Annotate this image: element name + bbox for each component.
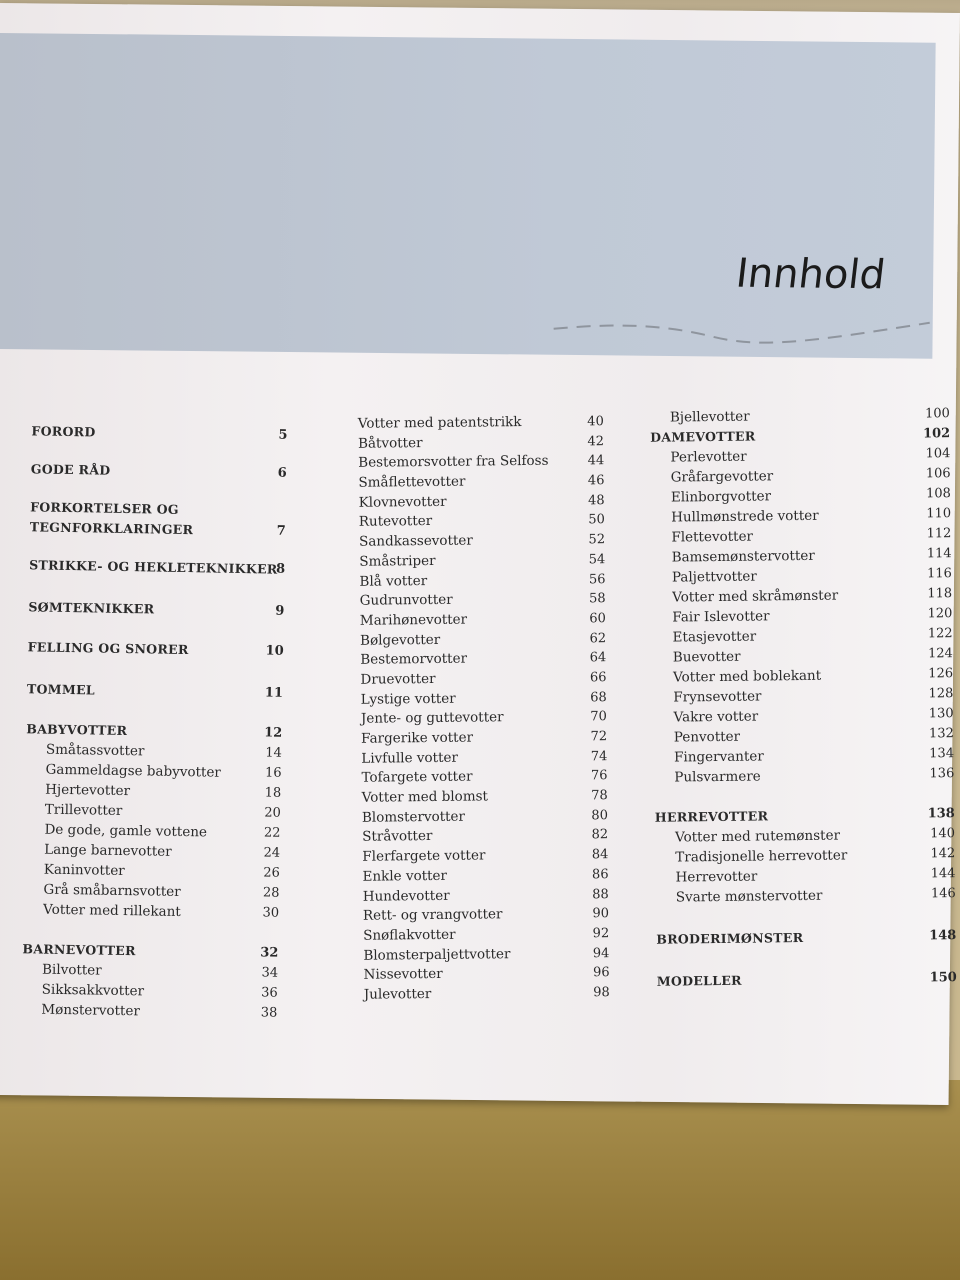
toc-page-number: 36 <box>261 985 278 1001</box>
toc-entry-title: Trillevotter <box>44 801 123 819</box>
toc-section-row <box>28 637 284 661</box>
toc-page-number: 76 <box>590 768 608 784</box>
toc-entry-row <box>360 648 606 670</box>
toc-page-number: 52 <box>588 532 606 548</box>
toc-page-number: 10 <box>265 643 284 659</box>
toc-page-number: 74 <box>590 748 608 765</box>
toc-page-number: 54 <box>588 551 606 568</box>
toc-entry-title: Nissevotter <box>363 966 443 983</box>
toc-entry-title: Tofargete votter <box>361 768 473 787</box>
toc-entry-title: Rutevotter <box>358 513 433 531</box>
toc-page-number: 112 <box>926 526 952 542</box>
toc-page-number: 128 <box>928 686 954 702</box>
toc-entry-title: Blå votter <box>359 572 428 590</box>
toc-entry-title: Småflettevotter <box>358 473 466 491</box>
toc-entry-title: Enkle votter <box>362 867 448 885</box>
toc-page-number: 98 <box>593 985 610 1001</box>
toc-entry-row <box>363 944 609 966</box>
toc-entry-title: Bjellevotter <box>669 408 750 426</box>
toc-entry-row <box>362 826 608 848</box>
toc-page-number: 82 <box>591 827 609 843</box>
toc-page-number: 5 <box>278 427 288 443</box>
toc-entry-row <box>363 924 609 946</box>
toc-entry-title: Kaninvotter <box>43 861 125 880</box>
toc-entry-row <box>362 806 608 828</box>
header-banner <box>0 33 936 359</box>
toc-page-number: 38 <box>260 1005 278 1021</box>
toc-page-number: 108 <box>925 486 951 502</box>
toc-page-number: 8 <box>275 561 286 577</box>
toc-section-row <box>27 679 283 703</box>
toc-page-number: 150 <box>929 970 957 986</box>
toc-entry-title: Båtvotter <box>357 434 423 452</box>
toc-entry-row <box>361 707 607 729</box>
toc-page-number: 62 <box>589 630 607 646</box>
toc-entry-title: Fargerike votter <box>361 729 474 747</box>
toc-page-number: 140 <box>930 826 956 842</box>
toc-entry-title: Druevotter <box>360 670 436 688</box>
toc-entry-title: Livfulle votter <box>361 749 458 767</box>
toc-page-number: 14 <box>265 745 283 761</box>
toc-page-number: 60 <box>589 611 606 627</box>
toc-entry-title: Bamsemønstervotter <box>671 547 815 566</box>
toc-page-number: 7 <box>276 523 286 539</box>
toc-entry-row <box>359 511 605 533</box>
dashed-stitch-line <box>551 309 931 353</box>
toc-page-number: 122 <box>927 626 953 642</box>
toc-page-number: 134 <box>929 746 955 762</box>
toc-entry-title: Votter med blomst <box>361 788 489 806</box>
toc-entry-row <box>361 767 607 789</box>
toc-page-number: 94 <box>592 945 610 961</box>
toc-entry-title: Votter med skråmønster <box>672 587 839 606</box>
toc-page-number: 42 <box>587 433 605 450</box>
toc-entry-title: Bestemorvotter <box>360 650 468 668</box>
toc-entry-title: BARNEVOTTER <box>22 941 136 959</box>
toc-page-number: 68 <box>590 689 607 705</box>
toc-page-number: 142 <box>930 846 956 862</box>
toc-entry-title: Sandkassevotter <box>358 532 473 550</box>
toc-entry-title: Bølgevotter <box>360 631 441 649</box>
toc-entry-row <box>358 432 604 454</box>
toc-page-number: 44 <box>587 453 605 469</box>
toc-entry-title: Votter med boblekant <box>673 667 822 686</box>
toc-entry-row <box>359 550 605 572</box>
toc-entry-row <box>361 688 607 710</box>
toc-page-number: 16 <box>264 765 282 781</box>
toc-page-number: 90 <box>592 906 610 922</box>
toc-page-number: 32 <box>260 945 279 961</box>
toc-entry-title: Lange barnevotter <box>44 841 172 860</box>
toc-page-number: 22 <box>263 825 281 841</box>
toc-entry-title: Bilvotter <box>41 961 102 979</box>
toc-entry-title: Blomsterpaljettvotter <box>363 945 511 964</box>
toc-entry-title: Svarte mønstervotter <box>675 887 823 906</box>
toc-entry-title: Gudrunvotter <box>359 591 453 609</box>
toc-entry-title: BABYVOTTER <box>26 721 128 739</box>
toc-entry-title: Hjertevotter <box>45 781 131 800</box>
toc-section-row <box>656 926 956 950</box>
toc-entry-title: Fingervanter <box>673 748 764 766</box>
toc-entry-title: DAMEVOTTER <box>650 428 756 445</box>
toc-entry-row <box>359 491 605 513</box>
toc-entry-title: Pulsvarmere <box>674 768 761 786</box>
toc-page-number: 50 <box>588 512 605 528</box>
toc-section-row <box>31 421 287 445</box>
toc-entry-row <box>358 471 604 493</box>
toc-entry-row <box>359 530 605 552</box>
toc-page-number: 96 <box>592 965 610 981</box>
toc-entry-row <box>654 764 954 788</box>
toc-section-row <box>657 968 957 992</box>
toc-entry-title: Tradisjonelle herrevotter <box>675 847 848 866</box>
toc-entry-title: Gråfargevotter <box>670 468 774 486</box>
toc-entry-row <box>363 904 609 926</box>
toc-entry-title: Fair Islevotter <box>672 608 770 626</box>
toc-entry-title: Elinborgvotter <box>670 488 772 506</box>
toc-entry-title: Julevotter <box>363 985 432 1003</box>
toc-page-number: 102 <box>922 426 951 442</box>
toc-page-number: 58 <box>589 591 606 607</box>
toc-entry-title: Flettevotter <box>671 528 754 546</box>
toc-page-number: 120 <box>927 606 953 622</box>
toc-page-number: 56 <box>588 571 606 587</box>
toc-page-number: 20 <box>264 805 281 821</box>
toc-entry-row <box>362 845 608 867</box>
toc-entry-title: Klovnevotter <box>358 493 447 511</box>
toc-entry-title: FORKORTELSER OG <box>30 499 179 517</box>
toc-page-number: 118 <box>927 586 953 602</box>
toc-section-row <box>30 517 286 541</box>
toc-entry-row <box>361 727 607 749</box>
toc-page-number: 114 <box>926 546 952 562</box>
toc-entry-row <box>360 629 606 651</box>
page-title: Innhold <box>733 250 888 299</box>
toc-page-number: 132 <box>928 726 954 742</box>
toc-entry-title: MODELLER <box>656 972 742 989</box>
toc-page-number: 26 <box>263 865 280 881</box>
toc-entry-row <box>362 865 608 887</box>
book-page <box>0 3 960 1105</box>
toc-page-number: 92 <box>592 926 610 942</box>
toc-entry-title: Blomstervotter <box>361 808 466 826</box>
toc-entry-row <box>23 899 279 923</box>
toc-entry-title: Snøflakvotter <box>363 926 456 944</box>
toc-page-number: 126 <box>928 666 954 682</box>
toc-entry-title: Stråvotter <box>362 828 433 846</box>
toc-entry-row <box>364 983 610 1005</box>
toc-column-2 <box>358 412 610 1005</box>
toc-entry-row <box>656 884 956 908</box>
toc-page-number: 48 <box>588 492 605 509</box>
toc-page-number: 146 <box>930 886 956 902</box>
toc-page-number: 106 <box>925 466 951 482</box>
toc-entry-title: Penvotter <box>673 728 741 746</box>
toc-page-number: 104 <box>925 446 951 462</box>
toc-page-number: 136 <box>929 766 955 782</box>
toc-page-number: 144 <box>930 866 956 882</box>
toc-page-number: 86 <box>591 866 609 883</box>
toc-entry-title: Perlevotter <box>670 448 747 466</box>
toc-entry-title: Bestemorsvotter fra Selfoss <box>358 453 549 472</box>
toc-entry-title: FELLING OG SNORER <box>27 639 189 658</box>
toc-entry-title: Rett- og vrangvotter <box>362 906 503 924</box>
toc-entry-title: Sikksakkvotter <box>41 981 145 1000</box>
toc-page-number: 124 <box>927 646 953 662</box>
toc-page-number: 11 <box>264 685 284 701</box>
toc-entry-row <box>361 747 607 769</box>
toc-entry-row <box>359 570 605 592</box>
toc-entry-title: TEGNFORKLARINGER <box>29 519 194 538</box>
table-surface-bottom <box>0 1080 960 1280</box>
toc-entry-title: Småstriper <box>359 552 436 570</box>
toc-page-number: 72 <box>590 729 608 745</box>
toc-column-3 <box>650 404 957 992</box>
toc-page-number: 34 <box>261 965 279 981</box>
toc-entry-title: Flerfargete votter <box>362 847 486 865</box>
toc-entry-title: BRODERIMØNSTER <box>656 929 804 947</box>
toc-page-number: 28 <box>262 885 280 901</box>
toc-entry-title: Vakre votter <box>673 708 759 726</box>
toc-entry-title: Lystige votter <box>360 690 456 708</box>
toc-section-row <box>28 597 284 621</box>
toc-page-number: 18 <box>264 785 282 801</box>
toc-page-number: 88 <box>592 886 609 902</box>
toc-page-number: 40 <box>587 414 604 430</box>
toc-entry-title: Jente- og guttevotter <box>360 709 504 728</box>
toc-entry-title: Gammeldagse babyvotter <box>45 761 221 781</box>
toc-entry-row <box>364 963 610 985</box>
toc-entry-title: Herrevotter <box>675 868 758 886</box>
toc-entry-row <box>358 452 604 474</box>
toc-page-number: 12 <box>264 725 283 741</box>
toc-page-number: 84 <box>591 847 609 863</box>
toc-entry-title: HERREVOTTER <box>654 808 769 825</box>
toc-entry-row <box>360 668 606 690</box>
toc-page-number: 138 <box>927 806 955 822</box>
toc-entry-row <box>363 885 609 907</box>
toc-entry-title: Paljettvotter <box>671 568 757 586</box>
toc-entry-title: Marihønevotter <box>359 611 468 629</box>
toc-entry-title: Frynsevotter <box>673 688 762 706</box>
toc-page-number: 46 <box>587 473 605 489</box>
toc-page-number: 130 <box>928 706 954 722</box>
toc-page-number: 24 <box>263 845 281 861</box>
toc-entry-title: Mønstervotter <box>41 1001 141 1020</box>
toc-entry-row <box>360 609 606 631</box>
toc-column-1 <box>21 421 287 1023</box>
toc-page-number: 100 <box>924 406 951 422</box>
toc-entry-title: Buevotter <box>672 648 741 666</box>
toc-entry-title: Votter med patentstrikk <box>357 414 522 432</box>
toc-page-number: 80 <box>591 807 609 824</box>
toc-page-number: 64 <box>589 650 607 666</box>
toc-entry-title: GODE RÅD <box>30 461 111 478</box>
toc-page-number: 148 <box>929 928 957 944</box>
toc-page-number: 70 <box>590 709 607 725</box>
toc-entry-title: Votter med rillekant <box>42 901 181 921</box>
toc-page-number: 30 <box>262 905 280 921</box>
toc-entry-title: Hundevotter <box>362 887 450 905</box>
toc-entry-title: Grå småbarnsvotter <box>43 881 181 900</box>
toc-entry-title: TOMMEL <box>26 681 96 698</box>
toc-entry-title: Småtassvotter <box>45 741 145 760</box>
toc-entry-row <box>21 999 277 1023</box>
toc-section-row <box>31 459 287 483</box>
toc-entry-title: De gode, gamle vottene <box>44 821 208 841</box>
toc-entry-title: FORORD <box>31 423 96 440</box>
toc-entry-title: STRIKKE- OG HEKLETEKNIKKER <box>29 557 278 577</box>
toc-entry-title: SØMTEKNIKKER <box>28 599 155 617</box>
toc-page-number: 9 <box>275 603 285 619</box>
toc-entry-row <box>362 786 608 808</box>
toc-entry-row <box>360 589 606 611</box>
toc-page-number: 110 <box>926 506 952 522</box>
toc-entry-title: Etasjevotter <box>672 628 757 646</box>
toc-page-number: 78 <box>591 788 608 804</box>
toc-page-number: 66 <box>589 670 607 686</box>
toc-entry-title: Hullmønstrede votter <box>671 507 819 526</box>
toc-page-number: 6 <box>277 465 287 481</box>
toc-page-number: 116 <box>926 566 952 582</box>
toc-entry-title: Votter med rutemønster <box>674 827 841 846</box>
toc-entry-row <box>358 412 604 434</box>
toc-section-row <box>29 555 285 579</box>
